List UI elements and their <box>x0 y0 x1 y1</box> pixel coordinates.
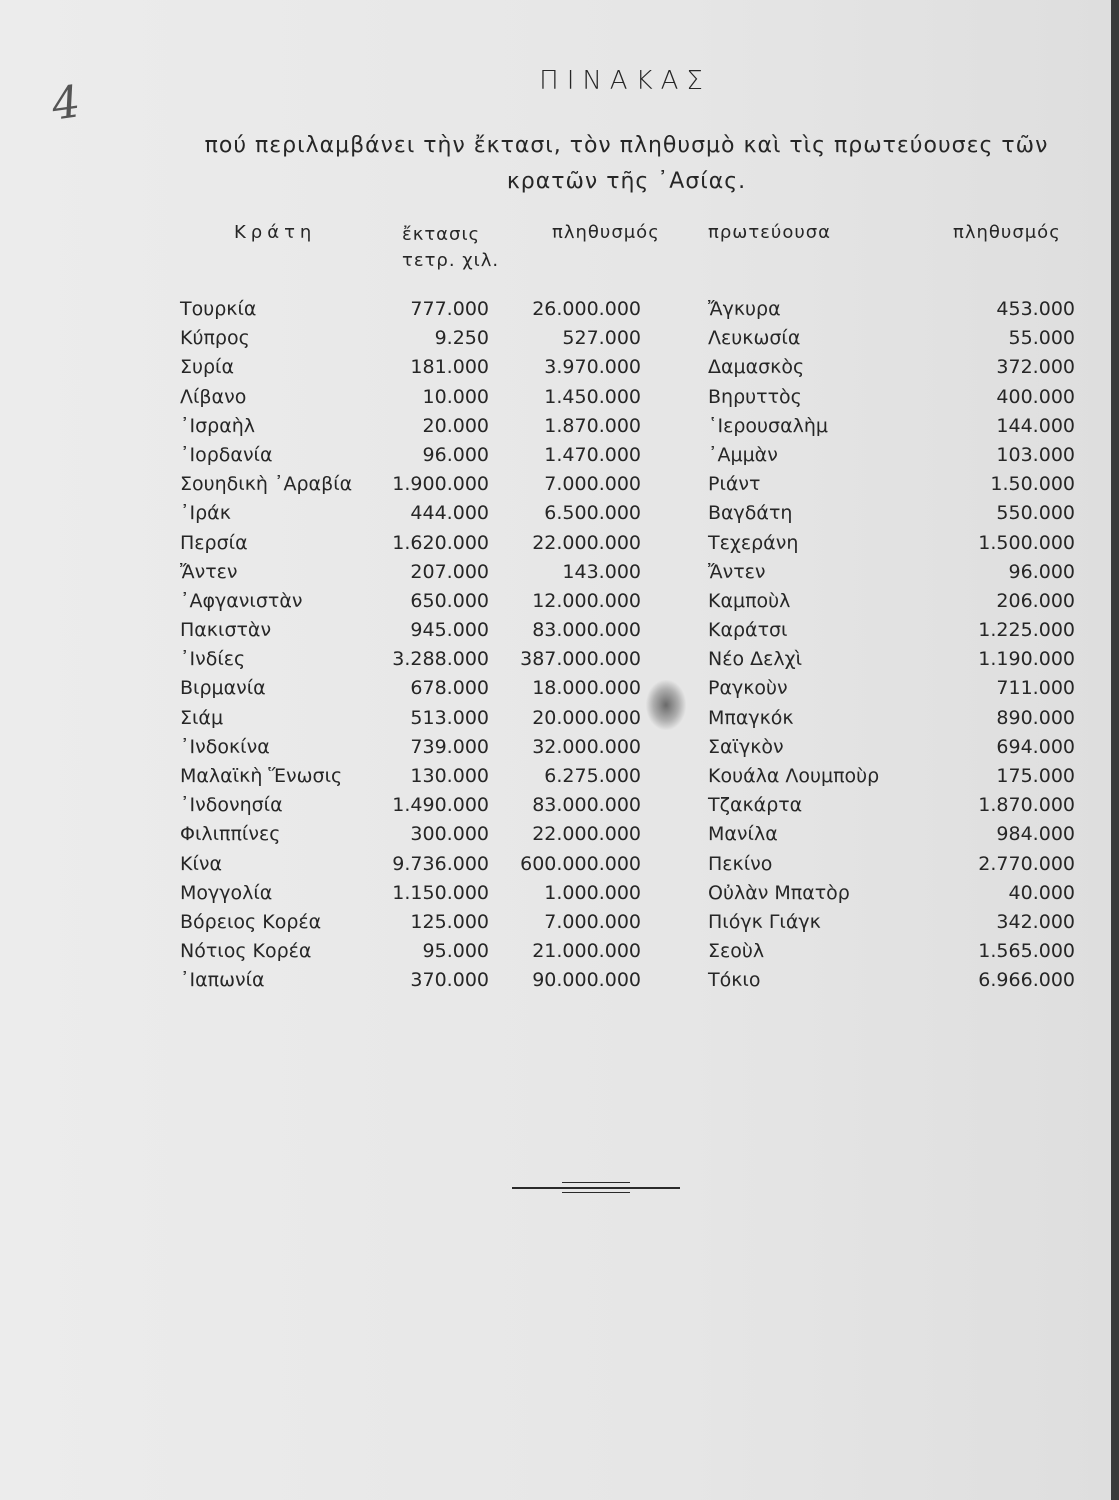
row-population: 3.970.000 <box>544 356 641 379</box>
row-country: Ἄντεν <box>180 560 238 583</box>
row-area: 513.000 <box>410 706 489 729</box>
table-row <box>0 791 1119 820</box>
row-capital: ᾿Αμμὰν <box>708 443 778 466</box>
row-capital: Τζακάρτα <box>708 794 803 817</box>
row-area: 125.000 <box>410 910 489 933</box>
row-capital: Νέο Δελχὶ <box>708 648 803 671</box>
row-area: 1.900.000 <box>392 473 489 496</box>
table-title: ΠΙΝΑΚΑΣ <box>539 66 711 96</box>
row-area: 945.000 <box>410 619 489 642</box>
row-capital: Πεκίνο <box>708 852 773 875</box>
row-population: 12.000.000 <box>532 589 641 612</box>
row-capital-population: 96.000 <box>1008 560 1075 583</box>
row-country: ᾿Ιαπωνία <box>180 969 265 992</box>
row-country: Μογγολία <box>180 881 273 904</box>
row-capital-population: 984.000 <box>996 823 1075 846</box>
table-row <box>0 616 1119 645</box>
row-country: Λίβανο <box>180 385 247 408</box>
row-country: Περσία <box>180 531 248 554</box>
row-area: 181.000 <box>410 356 489 379</box>
row-area: 1.620.000 <box>392 531 489 554</box>
row-population: 32.000.000 <box>532 735 641 758</box>
row-capital: Ἄντεν <box>708 560 766 583</box>
row-capital: Κουάλα Λουμποὺρ <box>708 765 880 787</box>
row-country: Βιρμανία <box>180 677 266 700</box>
row-capital-population: 206.000 <box>996 589 1075 612</box>
row-capital: Μανίλα <box>708 823 778 846</box>
row-area: 739.000 <box>410 735 489 758</box>
table-row <box>0 645 1119 674</box>
row-population: 1.450.000 <box>544 385 641 408</box>
row-population: 20.000.000 <box>532 706 641 729</box>
row-country: ᾿Ιορδανία <box>180 443 273 466</box>
row-area: 9.250 <box>434 327 489 350</box>
row-capital-population: 372.000 <box>996 356 1075 379</box>
header-population: πληθυσμός <box>552 222 660 243</box>
row-area: 1.150.000 <box>392 881 489 904</box>
table-row <box>0 295 1119 324</box>
row-capital: Βαγδάτη <box>708 502 793 525</box>
row-population: 90.000.000 <box>532 969 641 992</box>
table-row <box>0 674 1119 703</box>
header-area <box>402 222 499 274</box>
subtitle-line-1: πού περιλαμβάνει τὴν ἔκτασι, τὸν πληθυσμὸ καὶ τὶς πρωτεύουσες τῶν <box>204 133 1049 158</box>
row-population: 143.000 <box>562 560 641 583</box>
row-country: ᾿Ισραὴλ <box>180 414 256 437</box>
table-row <box>0 937 1119 966</box>
row-area: 207.000 <box>410 560 489 583</box>
row-area: 20.000 <box>422 414 489 437</box>
header-capital: πρωτεύουσα <box>708 222 832 243</box>
row-country: Σουηδικὴ ᾿Αραβία <box>180 473 353 496</box>
row-population: 1.000.000 <box>544 881 641 904</box>
row-population: 18.000.000 <box>532 677 641 700</box>
row-area: 130.000 <box>410 765 489 787</box>
row-capital-population: 55.000 <box>1008 327 1075 350</box>
subtitle-line-2: κρατῶν τῆς ᾿Ασίας. <box>506 169 747 194</box>
row-capital: Σαϊγκὸν <box>708 735 784 758</box>
row-area: 1.490.000 <box>392 794 489 817</box>
row-capital-population: 1.50.000 <box>990 473 1075 496</box>
table-row <box>0 587 1119 616</box>
row-country: Νότιος Κορέα <box>180 940 312 963</box>
table-row <box>0 733 1119 762</box>
row-population: 387.000.000 <box>520 648 641 671</box>
row-capital: Λευκωσία <box>708 327 801 350</box>
row-capital-population: 694.000 <box>996 735 1075 758</box>
table-row <box>0 353 1119 382</box>
row-population: 6.500.000 <box>544 502 641 525</box>
row-capital-population: 342.000 <box>996 910 1075 933</box>
table-row <box>0 908 1119 937</box>
row-area: 10.000 <box>422 385 489 408</box>
table-body <box>0 295 1119 996</box>
row-population: 7.000.000 <box>544 910 641 933</box>
row-capital: Ριάντ <box>708 473 761 496</box>
row-population: 22.000.000 <box>532 531 641 554</box>
table-row <box>0 762 1119 791</box>
row-capital: Τεχεράνη <box>708 531 799 554</box>
row-capital: Ραγκοὺν <box>708 677 788 700</box>
row-area: 3.288.000 <box>392 648 489 671</box>
row-population: 7.000.000 <box>544 473 641 496</box>
row-capital-population: 175.000 <box>996 765 1075 787</box>
row-capital-population: 6.966.000 <box>978 969 1075 992</box>
row-country: ᾿Αφγανιστὰν <box>180 589 303 612</box>
row-capital: Καμποὺλ <box>708 589 791 612</box>
row-capital-population: 1.565.000 <box>978 940 1075 963</box>
row-area: 370.000 <box>410 969 489 992</box>
table-row <box>0 412 1119 441</box>
row-capital: Πιόγκ Γιάγκ <box>708 910 821 933</box>
row-capital-population: 1.225.000 <box>978 619 1075 642</box>
row-country: Βόρειος Κορέα <box>180 910 322 933</box>
row-capital: Βηρυττὸς <box>708 385 802 408</box>
row-population: 83.000.000 <box>532 794 641 817</box>
row-population: 21.000.000 <box>532 940 641 963</box>
row-population: 1.870.000 <box>544 414 641 437</box>
row-area: 777.000 <box>410 298 489 320</box>
row-capital-population: 400.000 <box>996 385 1075 408</box>
row-population: 527.000 <box>562 327 641 350</box>
row-country: Κύπρος <box>180 327 250 350</box>
handwritten-page-number: 4 <box>48 76 84 131</box>
row-population: 600.000.000 <box>520 852 641 875</box>
row-capital: Μπαγκόκ <box>708 706 794 729</box>
row-capital: ῾Ιερουσαλὴμ <box>708 414 828 437</box>
row-capital-population: 2.770.000 <box>978 852 1075 875</box>
row-capital: Σεοὺλ <box>708 940 765 963</box>
table-row <box>0 499 1119 528</box>
row-country: ᾿Ινδοκίνα <box>180 735 270 758</box>
row-capital: Καράτσι <box>708 619 788 642</box>
row-capital-population: 890.000 <box>996 706 1075 729</box>
row-capital: Οὐλὰν Μπατὸρ <box>708 881 850 904</box>
row-country: Σιάμ <box>180 706 224 729</box>
table-row <box>0 850 1119 879</box>
row-country: ᾿Ινδονησία <box>180 794 283 817</box>
row-capital: Ἄγκυρα <box>708 298 781 320</box>
row-area: 96.000 <box>422 443 489 466</box>
row-capital-population: 144.000 <box>996 414 1075 437</box>
row-population: 6.275.000 <box>544 765 641 787</box>
row-country: Φιλιππίνες <box>180 823 281 846</box>
row-country: ᾿Ινδίες <box>180 648 246 671</box>
row-population: 83.000.000 <box>532 619 641 642</box>
ink-smudge <box>646 680 686 730</box>
row-capital: Τόκιο <box>708 969 761 992</box>
table-row <box>0 383 1119 412</box>
row-population: 26.000.000 <box>532 298 641 320</box>
row-capital-population: 1.870.000 <box>978 794 1075 817</box>
row-capital-population: 1.500.000 <box>978 531 1075 554</box>
table-row <box>0 558 1119 587</box>
table-row <box>0 966 1119 995</box>
row-area: 9.736.000 <box>392 852 489 875</box>
table-row <box>0 820 1119 849</box>
row-capital-population: 40.000 <box>1008 881 1075 904</box>
row-country: Μαλαϊκὴ Ἕνωσις <box>180 765 343 787</box>
table-row <box>0 879 1119 908</box>
header-area-label: ἔκτασις <box>402 224 481 245</box>
row-area: 678.000 <box>410 677 489 700</box>
table-row <box>0 470 1119 499</box>
row-capital-population: 1.190.000 <box>978 648 1075 671</box>
table-row <box>0 324 1119 353</box>
row-country: Κίνα <box>180 852 223 875</box>
row-capital-population: 711.000 <box>996 677 1075 700</box>
row-population: 1.470.000 <box>544 443 641 466</box>
divider-rule-1 <box>512 1187 680 1189</box>
header-area-unit: τετρ. χιλ. <box>402 250 500 271</box>
row-area: 95.000 <box>422 940 489 963</box>
row-country: Τουρκία <box>180 298 257 320</box>
divider-rule-2 <box>562 1182 630 1183</box>
table-row <box>0 529 1119 558</box>
row-country: Συρία <box>180 356 235 379</box>
row-capital: Δαμασκὸς <box>708 356 805 379</box>
row-country: Πακιστὰν <box>180 619 272 642</box>
divider-rule-3 <box>562 1192 630 1193</box>
row-area: 444.000 <box>410 502 489 525</box>
table-row <box>0 441 1119 470</box>
table-subtitle <box>164 128 1089 200</box>
row-country: ᾿Ιράκ <box>180 502 231 525</box>
header-capital-population: πληθυσμός <box>953 222 1061 243</box>
table-row <box>0 704 1119 733</box>
row-area: 300.000 <box>410 823 489 846</box>
row-area: 650.000 <box>410 589 489 612</box>
header-country: Κράτη <box>234 222 317 243</box>
row-capital-population: 550.000 <box>996 502 1075 525</box>
row-population: 22.000.000 <box>532 823 641 846</box>
row-capital-population: 453.000 <box>996 298 1075 320</box>
row-capital-population: 103.000 <box>996 443 1075 466</box>
